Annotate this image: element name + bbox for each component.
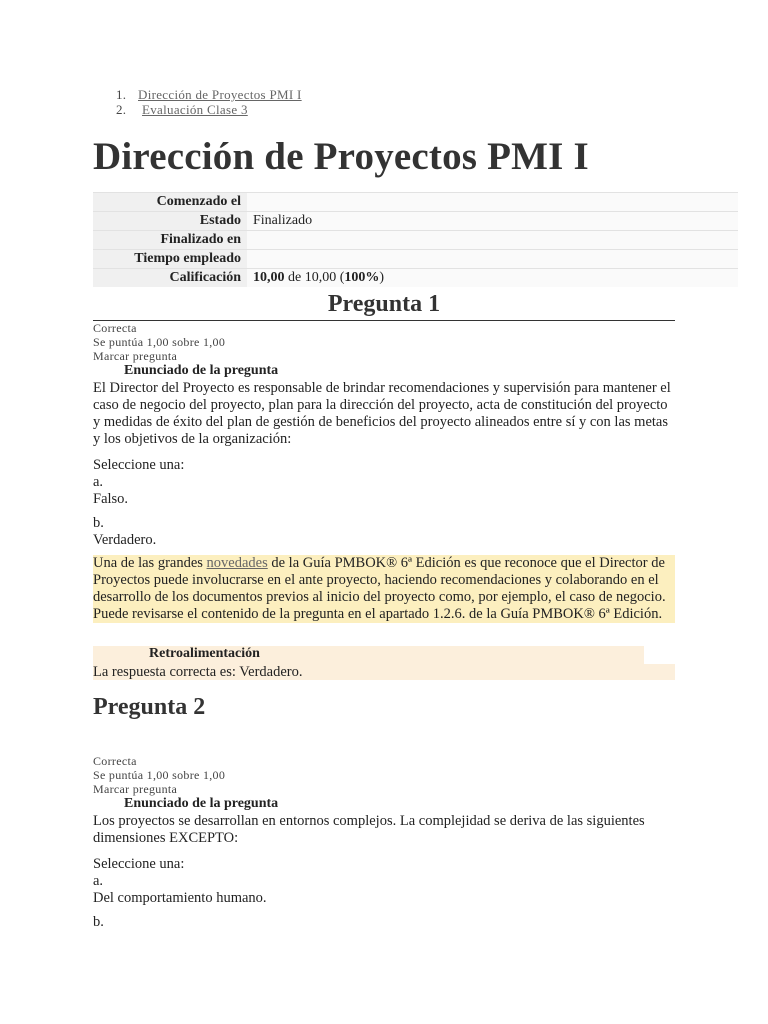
question-status: Correcta [93,754,137,768]
summary-value [247,231,738,250]
breadcrumb-link-course[interactable]: Dirección de Proyectos PMI I [138,87,302,102]
question-points: Se puntúa 1,00 sobre 1,00 [93,768,226,782]
question-2-statement: Los proyectos se desarrollan en entornos complejos. La complejidad se deriva de las siguientes dimensiones EXCEPTO: [93,813,645,846]
summary-label: Estado [93,212,247,231]
feedback-text-post: de la Guía PMBOK® 6ª Edición es que reconoce que el Director de Proyectos puede involucrarse en el ante proyecto, haciendo recomendaciones y colaborando en el desarrollo de los documentos previos al inicio del proyecto como, por ejemplo, el caso de negocio. Puede revisarse el contenido de la pregunta en el apartado 1.2.6. de la Guía PMBOK® 6ª Edición. [93,555,666,622]
grade-close: ) [379,270,385,285]
breadcrumb-link-evaluation[interactable]: Evaluación Clase 3 [142,102,248,117]
breadcrumb-item-1 [116,87,302,102]
summary-value [247,250,738,269]
specific-feedback [93,555,675,623]
breadcrumb-number: 2. [116,102,127,117]
question-points: Se puntúa 1,00 sobre 1,00 [93,335,226,349]
answer-option-a[interactable] [93,873,267,907]
grade-score: 10,00 [253,270,285,285]
general-feedback-label: Retroalimentación [149,646,260,661]
summary-row-state [93,212,738,231]
summary-label: Comenzado el [93,193,247,212]
option-text: Falso. [93,491,129,507]
grade-of: de 10,00 ( [284,270,345,285]
question-1-heading: Pregunta 1 [93,291,675,321]
option-text: Verdadero. [93,532,157,548]
summary-row-started [93,193,738,212]
question-1-statement: El Director del Proyecto es responsable de brindar recomendaciones y supervisión para mantener el caso de negocio del proyecto, plan para la dirección del proyecto, acta de constitución del proyecto y medidas de éxito del plan de gestión de beneficios del proyecto alineados entre sí y con las metas y los objetivos de la organización: [93,380,671,447]
summary-label: Finalizado en [93,231,247,250]
summary-label: Tiempo empleado [93,250,247,269]
summary-row-grade [93,269,738,288]
option-letter: a. [93,474,104,490]
question-1-statement-label: Enunciado de la pregunta [124,363,279,378]
feedback-text-pre: Una de las grandes [93,555,207,571]
answer-option-b[interactable] [93,914,104,931]
attempt-summary-table [93,192,738,287]
question-2-info [93,754,225,796]
question-1-info [93,321,225,363]
summary-label: Calificación [93,269,247,288]
option-text: Del comportamiento humano. [93,890,267,906]
breadcrumb-item-2 [116,102,302,117]
question-2-select-label: Seleccione una: [93,856,185,872]
grade-value [247,269,738,288]
summary-row-time [93,250,738,269]
option-letter: b. [93,515,104,531]
flag-question-link[interactable]: Marcar pregunta [93,782,178,796]
answer-option-a[interactable] [93,474,128,508]
question-status: Correcta [93,321,137,335]
option-letter: b. [93,914,104,930]
feedback-link-novedades[interactable]: novedades [206,555,268,571]
breadcrumb-number: 1. [116,87,127,102]
page-title: Dirección de Proyectos PMI I [93,135,589,178]
flag-question-link[interactable]: Marcar pregunta [93,349,178,363]
question-2-statement-label: Enunciado de la pregunta [124,796,279,811]
question-1-select-label: Seleccione una: [93,457,185,473]
summary-value [247,193,738,212]
summary-row-finished [93,231,738,250]
answer-option-b[interactable] [93,515,156,549]
question-2-heading: Pregunta 2 [93,694,206,720]
breadcrumb [116,87,302,117]
grade-percent: 100% [344,270,380,285]
summary-value: Finalizado [247,212,738,231]
correct-answer-text: La respuesta correcta es: Verdadero. [93,664,675,680]
option-letter: a. [93,873,104,889]
